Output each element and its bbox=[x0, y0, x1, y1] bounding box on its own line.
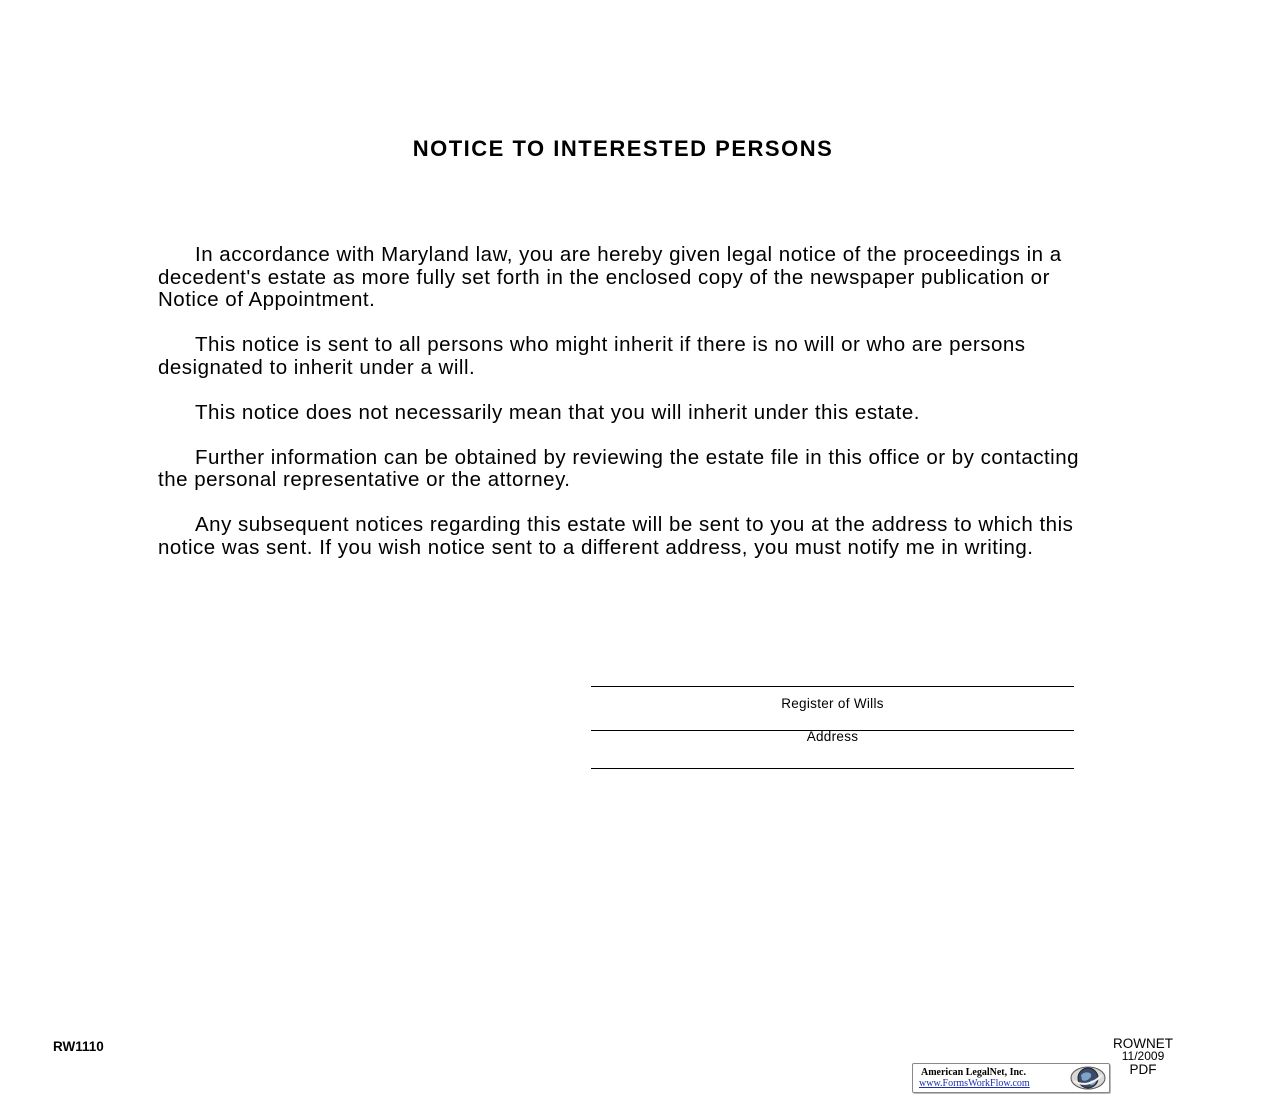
register-of-wills-label: Register of Wills bbox=[781, 696, 884, 711]
paragraph-3 bbox=[158, 402, 1088, 425]
revision-date: 11/2009 bbox=[1121, 1049, 1165, 1063]
paragraph-4-text: Further information can be obtained by reviewing the estate file in this office or by contacting the personal representative or the attorney. bbox=[158, 445, 1080, 491]
paragraph-1 bbox=[158, 244, 1088, 312]
logo-company-name: American LegalNet, Inc. bbox=[921, 1067, 1026, 1078]
paragraph-4 bbox=[158, 447, 1088, 492]
register-signature-line bbox=[591, 686, 1074, 687]
paragraph-2-text: This notice is sent to all persons who might inherit if there is no will or who are persons designated to inherit under a will. bbox=[158, 333, 1026, 379]
format-label: PDF bbox=[1129, 1062, 1157, 1077]
american-legalnet-logo[interactable] bbox=[912, 1063, 1110, 1093]
address-line-2 bbox=[591, 768, 1074, 769]
notice-body bbox=[158, 244, 1088, 582]
paragraph-1-text: In accordance with Maryland law, you are hereby given legal notice of the proceedings in a decedent's estate as more fully set forth in the enclosed copy of the newspaper publication or Notice of Appointment. bbox=[158, 243, 1062, 311]
logo-url-link[interactable]: www.FormsWorkFlow.com bbox=[919, 1078, 1030, 1089]
form-code: RW1110 bbox=[53, 1039, 104, 1054]
paragraph-5 bbox=[158, 514, 1088, 559]
globe-icon bbox=[1070, 1065, 1106, 1091]
paragraph-5-text: Any subsequent notices regarding this estate will be sent to you at the address to which this notice was sent. If you wish notice sent to a different address, you must notify me in writing. bbox=[158, 513, 1074, 559]
paragraph-3-text: This notice does not necessarily mean that you will inherit under this estate. bbox=[195, 400, 920, 424]
document-title: NOTICE TO INTERESTED PERSONS bbox=[412, 136, 834, 161]
rownet-label: ROWNET bbox=[1113, 1036, 1173, 1051]
address-label: Address bbox=[806, 729, 859, 744]
paragraph-2 bbox=[158, 334, 1088, 379]
